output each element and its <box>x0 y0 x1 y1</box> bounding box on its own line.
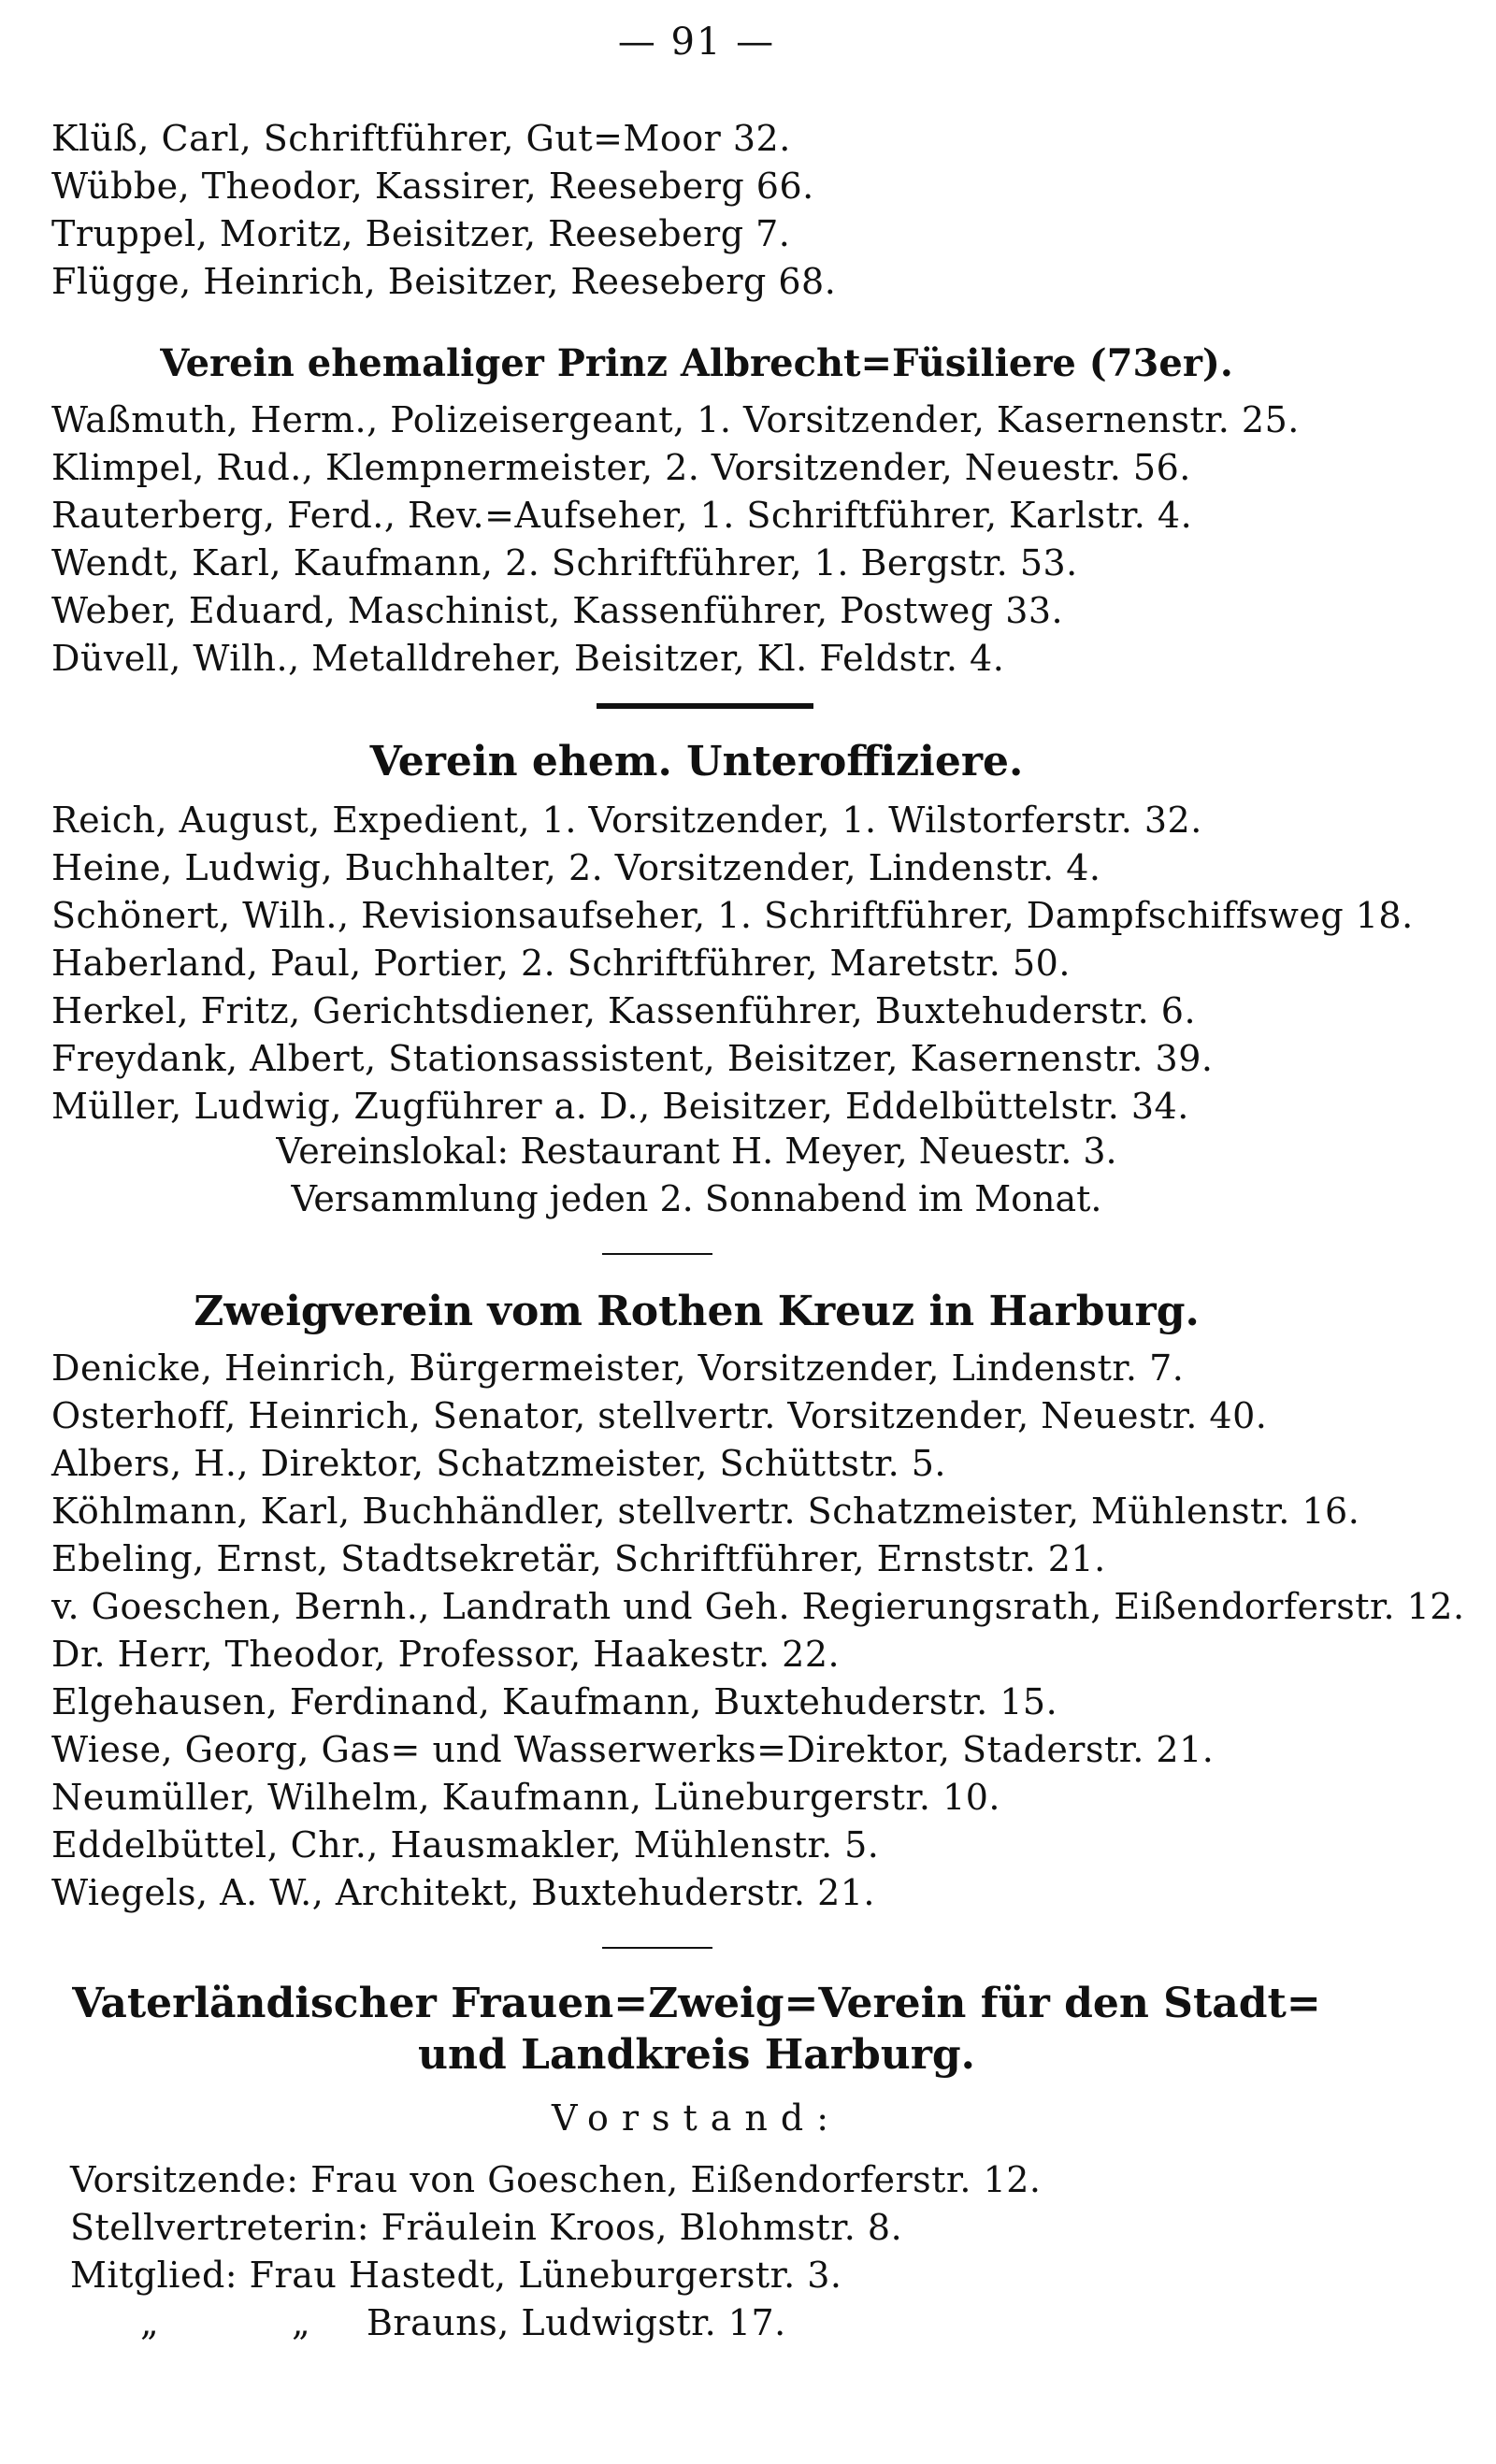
section-heading-continued: und Landkreis Harburg. <box>417 2031 976 2079</box>
list-item: Vorsitzende: Frau von Goeschen, Eißendorferstr. 12. <box>70 2159 1042 2200</box>
list-item: Albers, H., Direktor, Schatzmeister, Schüttstr. 5. <box>51 1443 947 1484</box>
list-item: Wiese, Georg, Gas= und Wasserwerks=Direktor, Staderstr. 21. <box>51 1729 1215 1770</box>
ditto-mark: „ <box>292 2302 311 2343</box>
list-item: Elgehausen, Ferdinand, Kaufmann, Buxtehuderstr. 15. <box>51 1681 1058 1722</box>
list-item: Wübbe, Theodor, Kassirer, Reeseberg 66. <box>51 166 814 207</box>
list-item: Eddelbüttel, Chr., Hausmakler, Mühlenstr. 5. <box>51 1824 880 1866</box>
list-item: Haberland, Paul, Portier, 2. Schriftführer, Maretstr. 50. <box>51 943 1071 984</box>
list-item: Klüß, Carl, Schriftführer, Gut=Moor 32. <box>51 118 791 159</box>
list-item: Brauns, Ludwigstr. 17. <box>367 2302 786 2343</box>
section-heading: Vaterländischer Frauen=Zweig=Verein für den Stadt= <box>72 1980 1321 2027</box>
section-divider <box>602 1253 712 1255</box>
meeting-note: Versammlung jeden 2. Sonnabend im Monat. <box>291 1178 1102 1219</box>
list-item: Truppel, Moritz, Beisitzer, Reeseberg 7. <box>51 213 791 254</box>
section-heading: Verein ehem. Unteroffiziere. <box>369 738 1024 785</box>
list-item: Herkel, Fritz, Gerichtsdiener, Kassenführer, Buxtehuderstr. 6. <box>51 990 1197 1031</box>
list-item: Düvell, Wilh., Metalldreher, Beisitzer, Kl. Feldstr. 4. <box>51 638 1005 679</box>
list-item: Wendt, Karl, Kaufmann, 2. Schriftführer, 1. Bergstr. 53. <box>51 542 1078 584</box>
list-item: Dr. Herr, Theodor, Professor, Haakestr. 22. <box>51 1634 841 1675</box>
list-item: v. Goeschen, Bernh., Landrath und Geh. Regierungsrath, Eißendorferstr. 12. <box>51 1586 1465 1627</box>
list-item: Neumüller, Wilhelm, Kaufmann, Lüneburgerstr. 10. <box>51 1777 1001 1818</box>
section-heading: Zweigverein vom Rothen Kreuz in Harburg. <box>194 1288 1200 1335</box>
section-heading: Verein ehemaliger Prinz Albrecht=Füsiliere (73er). <box>160 341 1233 385</box>
list-item: Wiegels, A. W., Architekt, Buxtehuderstr. 21. <box>51 1872 876 1913</box>
list-item: Weber, Eduard, Maschinist, Kassenführer, Postweg 33. <box>51 590 1064 631</box>
list-item: Mitglied: Frau Hastedt, Lüneburgerstr. 3. <box>70 2255 842 2296</box>
list-item: Freydank, Albert, Stationsassistent, Beisitzer, Kasernenstr. 39. <box>51 1038 1214 1079</box>
section-divider <box>602 1947 712 1949</box>
list-item: Ebeling, Ernst, Stadtsekretär, Schriftführer, Ernststr. 21. <box>51 1538 1106 1579</box>
list-item: Klimpel, Rud., Klempnermeister, 2. Vorsitzender, Neuestr. 56. <box>51 447 1191 488</box>
list-item: Rauterberg, Ferd., Rev.=Aufseher, 1. Schriftführer, Karlstr. 4. <box>51 495 1193 536</box>
list-item: Waßmuth, Herm., Polizeisergeant, 1. Vorsitzender, Kasernenstr. 25. <box>51 399 1300 440</box>
list-item: Schönert, Wilh., Revisionsaufseher, 1. Schriftführer, Dampfschiffsweg 18. <box>51 895 1414 936</box>
ditto-mark: „ <box>140 2302 160 2343</box>
list-item: Stellvertreterin: Fräulein Kroos, Blohmstr. 8. <box>70 2207 903 2248</box>
venue-note: Vereinslokal: Restaurant H. Meyer, Neuestr. 3. <box>276 1131 1117 1172</box>
list-item: Flügge, Heinrich, Beisitzer, Reeseberg 68. <box>51 261 837 302</box>
list-item: Reich, August, Expedient, 1. Vorsitzender, 1. Wilstorferstr. 32. <box>51 800 1202 841</box>
list-item: Denicke, Heinrich, Bürgermeister, Vorsitzender, Lindenstr. 7. <box>51 1347 1185 1389</box>
list-item: Müller, Ludwig, Zugführer a. D., Beisitzer, Eddelbüttelstr. 34. <box>51 1086 1189 1127</box>
section-divider <box>597 703 813 709</box>
list-item: Köhlmann, Karl, Buchhändler, stellvertr. Schatzmeister, Mühlenstr. 16. <box>51 1491 1360 1532</box>
page-number: — 91 — <box>617 21 776 64</box>
board-subtitle: Vorstand: <box>551 2097 842 2139</box>
list-item: Heine, Ludwig, Buchhalter, 2. Vorsitzender, Lindenstr. 4. <box>51 847 1101 888</box>
list-item: Osterhoff, Heinrich, Senator, stellvertr. Vorsitzender, Neuestr. 40. <box>51 1395 1268 1436</box>
